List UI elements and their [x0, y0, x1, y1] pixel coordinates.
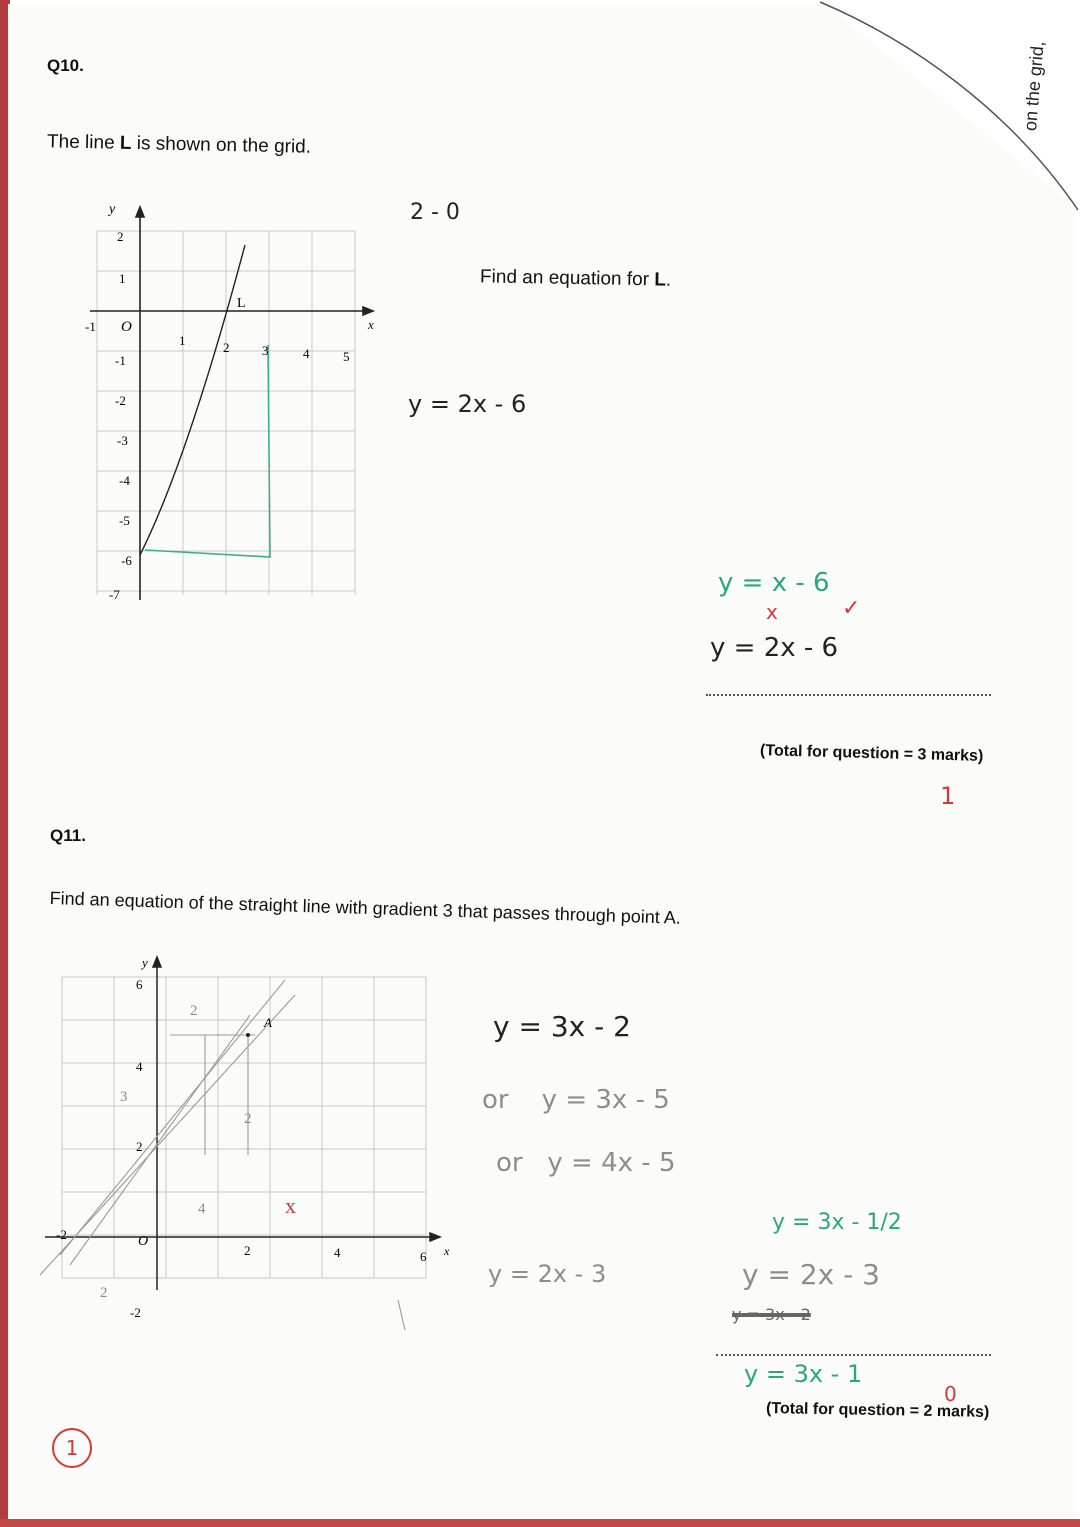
q11-answer-line — [716, 1354, 991, 1356]
q10-instruction: Find an equation for L. — [479, 266, 672, 291]
q11-origin-label: O — [138, 1234, 149, 1249]
q10-y-tick: -7 — [109, 587, 120, 602]
q11-pencil-note: 2 — [190, 1003, 198, 1019]
q11-green-note: y = 3x - 1/2 — [772, 1210, 902, 1235]
q10-pencil-equation: y = 2x - 6 — [408, 390, 527, 418]
q11-graph — [30, 955, 450, 1330]
q11-point-a — [246, 1033, 250, 1037]
rotated-margin-text: on the grid, — [1020, 40, 1048, 132]
q11-y-tick: -2 — [130, 1305, 141, 1320]
q10-y-tick: -2 — [115, 393, 126, 408]
q11-grey-answer: y = 2x - 3 — [742, 1258, 880, 1291]
q11-total: (Total for question = 2 marks) — [765, 1400, 990, 1421]
q11-working-line1: y = 3x - 2 — [493, 1010, 631, 1043]
q11-x-tick: 4 — [334, 1245, 341, 1260]
paper-bottom-edge — [0, 1519, 1080, 1527]
q10-x-axis-label: x — [368, 317, 374, 332]
q10-line-label: L — [237, 296, 246, 311]
q10-x-tick: 5 — [343, 349, 350, 364]
q10-y-axis-label: y — [109, 202, 116, 217]
q11-x-tick: 2 — [244, 1243, 251, 1258]
q10-total: (Total for question = 3 marks) — [759, 742, 984, 765]
q11-pencil-note: 4 — [198, 1201, 206, 1217]
page-score-circle: 1 — [52, 1428, 92, 1468]
q10-y-tick: -5 — [119, 513, 130, 528]
q10-x-tick: 4 — [303, 346, 310, 361]
q10-cross-mark: x — [766, 600, 778, 624]
q10-top-note: 2 - 0 — [410, 200, 460, 225]
q10-y-tick: -6 — [121, 553, 132, 568]
q10-y-tick: -4 — [119, 473, 130, 488]
q10-final-answer: y = 2x - 6 — [710, 633, 839, 663]
q11-x-tick: -2 — [56, 1227, 67, 1242]
q10-y-tick: 2 — [117, 229, 124, 244]
q11-number: Q11. — [50, 826, 86, 845]
q10-number: Q10. — [47, 56, 84, 75]
q11-y-tick: 2 — [136, 1139, 143, 1154]
q11-point-label: A — [264, 1015, 272, 1030]
q11-y-axis-label: y — [142, 955, 148, 970]
q11-pencil-note: 2 — [244, 1111, 252, 1127]
q10-y-tick: 1 — [119, 271, 126, 286]
q11-pencil-note: 3 — [120, 1089, 128, 1105]
q10-x-tick: -1 — [85, 319, 96, 334]
q11-cross-mark: x — [285, 1193, 296, 1218]
q10-score: 1 — [940, 782, 956, 810]
q11-pencil-note: 2 — [100, 1285, 108, 1301]
q11-x-axis-label: x — [444, 1244, 450, 1258]
q11-crossed-out: y = 3x - 2 — [732, 1305, 811, 1324]
q10-y-tick: -3 — [117, 433, 128, 448]
q10-x-tick: 2 — [223, 340, 230, 355]
q10-x-tick: 1 — [179, 333, 186, 348]
q11-y-tick: 4 — [136, 1059, 143, 1074]
q10-tick-mark: ✓ — [842, 596, 861, 621]
q11-working-line4: y = 2x - 3 — [488, 1260, 607, 1288]
q10-answer-line — [706, 694, 991, 696]
q11-working-line2: or y = 3x - 5 — [482, 1085, 670, 1115]
q10-intro: The line L is shown on the grid. — [46, 131, 312, 158]
q10-green-attempt: y = x - 6 — [718, 568, 830, 598]
q10-graph — [85, 195, 385, 635]
q11-working-line3: or y = 4x - 5 — [496, 1148, 676, 1178]
q11-y-tick: 6 — [136, 977, 143, 992]
q11-score: 0 — [944, 1382, 957, 1406]
q11-final-answer: y = 3x - 1 — [744, 1360, 863, 1388]
q10-line-l — [140, 245, 245, 555]
q10-y-tick: -1 — [115, 353, 126, 368]
q10-origin-label: O — [121, 319, 132, 335]
q11-x-tick: 6 — [420, 1249, 427, 1264]
q11-instruction: Find an equation of the straight line with gradient 3 that passes through point A. — [49, 888, 682, 928]
q10-x-tick: 3 — [262, 343, 269, 358]
